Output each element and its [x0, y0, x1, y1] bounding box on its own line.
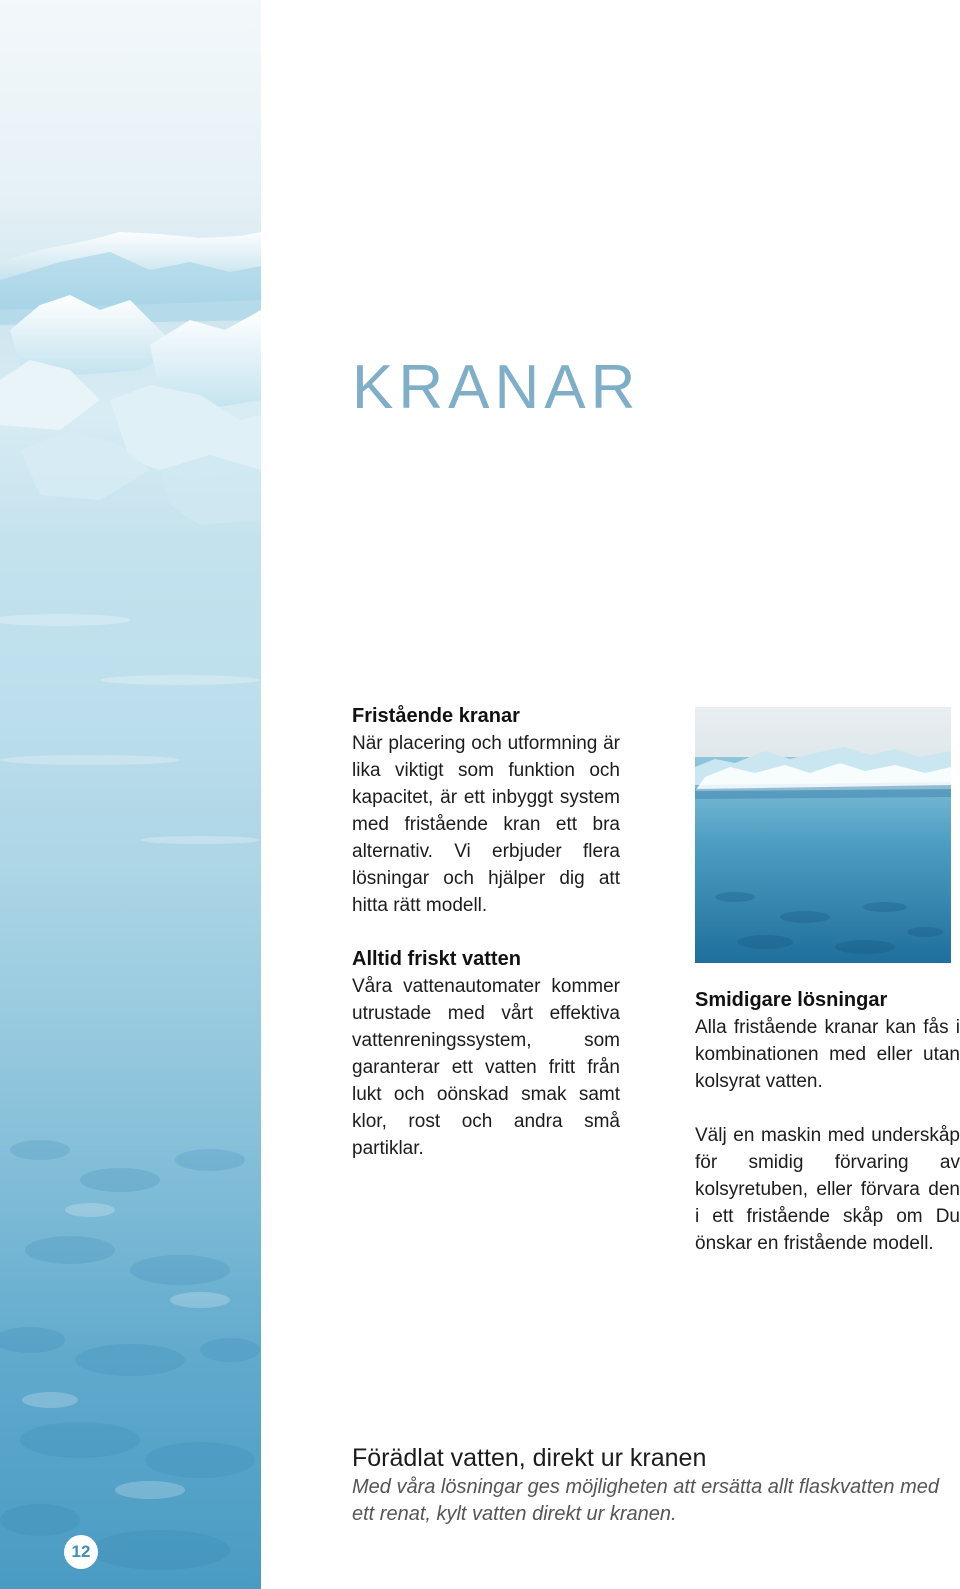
glacier-lagoon-photo: [695, 707, 951, 963]
section-heading: Alltid friskt vatten: [352, 948, 521, 970]
side-iceberg-photo: [0, 0, 261, 1589]
section-alltid-friskt-vatten: [352, 946, 620, 1162]
iceberg-illustration: [0, 0, 261, 1589]
section-heading: Smidigare lösningar: [695, 989, 888, 1011]
section-text: Välj en maskin med underskåp för smidig förvaring av kolsyretuben, eller förvara den i ett fristående skåp om Du önskar en fristående modell.: [695, 1125, 960, 1254]
footer-text: Med våra lösningar ges möjligheten att ersätta allt flaskvatten med ett renat, kylt vatten direkt ur kranen.: [352, 1476, 939, 1525]
page-number: 12: [64, 1535, 98, 1569]
footer-block: [352, 1443, 952, 1528]
right-text-column: [695, 987, 960, 1257]
section-text: När placering och utformning är lika viktigt som funktion och kapacitet, är ett inbyggt system med fristående kran ett bra alternativ. Vi erbjuder flera lösningar och hjälper dig att hitta rätt modell.: [352, 733, 620, 916]
section-heading: Fristående kranar: [352, 705, 520, 727]
left-text-column: [352, 703, 620, 1162]
page-title: KRANAR: [352, 353, 641, 422]
section-text: Våra vattenautomater kommer utrustade med vårt effektiva vattenreningssystem, som garanterar ett vatten fritt från lukt och oönskad smak samt klor, rost och andra små partiklar.: [352, 976, 620, 1159]
footer-title: Förädlat vatten, direkt ur kranen: [352, 1444, 707, 1472]
section-text: Alla fristående kranar kan fås i kombinationen med eller utan kolsyrat vatten.: [695, 1017, 960, 1092]
section-fristaende-kranar: [352, 703, 620, 919]
